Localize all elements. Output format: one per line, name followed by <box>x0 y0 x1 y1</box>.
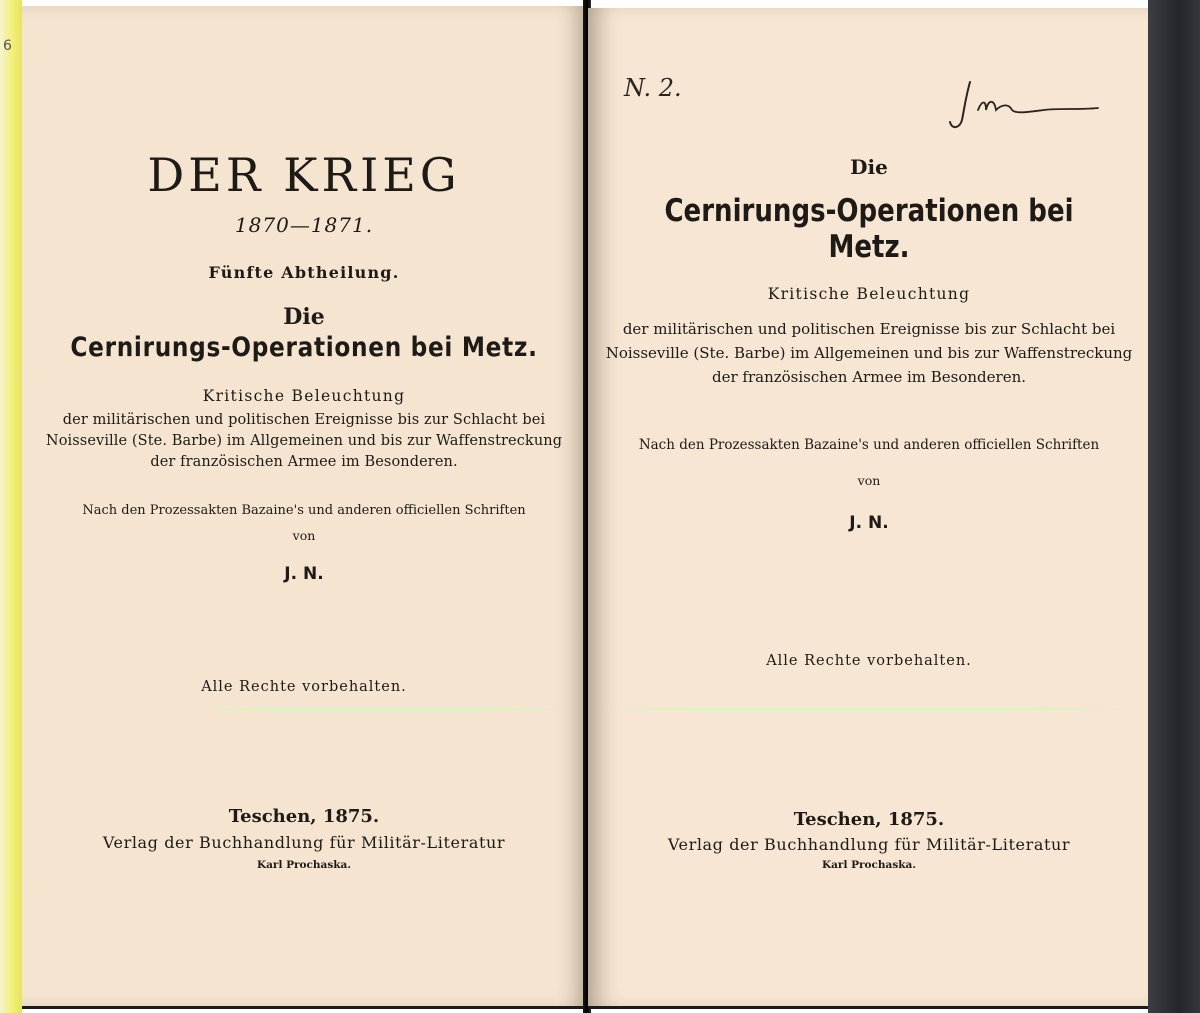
margin-mark: 6 <box>3 38 12 54</box>
book-title: Cernirungs-Operationen bei Metz. <box>70 332 538 363</box>
handwritten-number: N. 2. <box>624 74 682 102</box>
description-line: der militärischen und politischen Ereignisse bis zur Schlacht bei <box>62 412 546 428</box>
scan-artifact-line <box>200 708 560 710</box>
proprietor: Karl Prochaska. <box>256 859 351 871</box>
die-label: Die <box>850 155 888 179</box>
main-title: DER KRIEG <box>147 148 461 202</box>
description-line: der französischen Armee im Besonderen. <box>711 368 1027 386</box>
scan-artifact-line <box>600 708 1120 710</box>
rights-notice: Alle Rechte vorbehalten. <box>766 653 972 669</box>
sources-note: Nach den Prozessakten Bazaine's und anderen officiellen Schriften <box>638 437 1100 453</box>
division-label: Fünfte Abtheilung. <box>208 263 400 282</box>
publisher: Verlag der Buchhandlung für Militär-Literatur <box>102 833 506 852</box>
by-label: von <box>292 528 316 543</box>
right-page <box>588 8 1150 1009</box>
cover-board <box>1148 0 1200 1013</box>
place-year: Teschen, 1875. <box>228 806 380 827</box>
rights-notice: Alle Rechte vorbehalten. <box>201 679 407 695</box>
proprietor: Karl Prochaska. <box>821 859 916 871</box>
book-title: Cernirungs-Operationen bei Metz. <box>664 193 1074 265</box>
description <box>588 317 1150 389</box>
die-label: Die <box>283 304 325 330</box>
years: 1870—1871. <box>234 213 374 237</box>
publisher: Verlag der Buchhandlung für Militär-Literatur <box>667 835 1071 854</box>
signature-icon <box>948 76 1108 136</box>
yellow-endpaper-strip <box>0 0 22 1013</box>
author: J. N. <box>849 513 889 533</box>
description <box>22 410 586 473</box>
description-line: der militärischen und politischen Ereignisse bis zur Schlacht bei <box>622 320 1116 338</box>
description-line: Noisseville (Ste. Barbe) im Allgemeinen und bis zur Waffenstreckung <box>45 433 563 449</box>
description-line: der französischen Armee im Besonderen. <box>150 454 458 470</box>
sources-note: Nach den Prozessakten Bazaine's und anderen officiellen Schriften <box>82 503 526 518</box>
subtitle: Kritische Beleuchtung <box>767 285 971 303</box>
place-year: Teschen, 1875. <box>793 809 945 830</box>
subtitle: Kritische Beleuchtung <box>202 387 406 405</box>
left-page <box>22 6 586 1009</box>
description-line: Noisseville (Ste. Barbe) im Allgemeinen und bis zur Waffenstreckung <box>605 344 1133 362</box>
author: J. N. <box>284 564 324 584</box>
by-label: von <box>857 473 881 488</box>
